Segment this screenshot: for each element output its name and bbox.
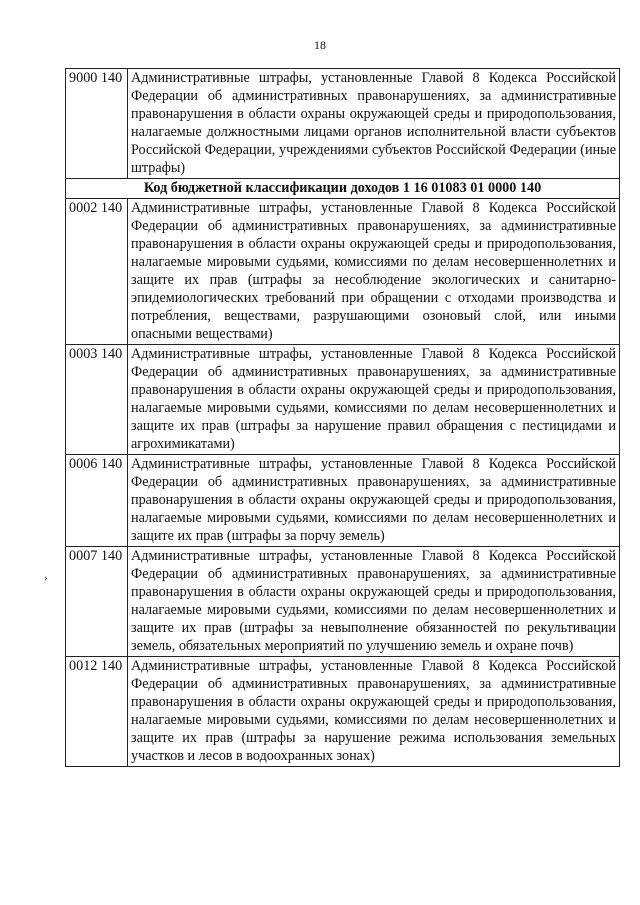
- row-code: 9000 140: [66, 69, 128, 179]
- row-description: Административные штрафы, установленные Главой 8 Кодекса Российской Федерации об административных правонарушениях, за административные правонарушения в области охраны окружающей среды и природопользования, налагаемые мировыми судьями, комиссиями по делам несовершеннолетних и защите их прав (штрафы за нарушение правил обращения с пестицидами и агрохимикатами): [128, 345, 620, 455]
- row-description: Административные штрафы, установленные Главой 8 Кодекса Российской Федерации об административных правонарушениях, за административные правонарушения в области охраны окружающей среды и природопользования, налагаемые мировыми судьями, комиссиями по делам несовершеннолетних и защите их прав (штрафы за нарушение режима использования земельных участков и лесов в водоохранных зонах): [128, 657, 620, 767]
- table-row: [66, 199, 620, 345]
- table-row: [66, 657, 620, 767]
- row-code: 0006 140: [66, 455, 128, 547]
- row-code: 0003 140: [66, 345, 128, 455]
- row-description: Административные штрафы, установленные Главой 8 Кодекса Российской Федерации об административных правонарушениях, за административные правонарушения в области охраны окружающей среды и природопользования, налагаемые должностными лицами органов исполнительной власти субъектов Российской Федерации, учреждениями субъектов Российской Федерации (иные штрафы): [128, 69, 620, 179]
- section-heading: Код бюджетной классификации доходов 1 16 01083 01 0000 140: [66, 179, 620, 199]
- row-description: Административные штрафы, установленные Главой 8 Кодекса Российской Федерации об административных правонарушениях, за административные правонарушения в области охраны окружающей среды и природопользования, налагаемые мировыми судьями, комиссиями по делам несовершеннолетних и защите их прав (штрафы за несоблюдение экологических и санитарно-эпидемиологических требований при обращении с отходами производства и потребления, веществами, разрушающими озоновый слой, или иными опасными веществами): [128, 199, 620, 345]
- row-code: 0012 140: [66, 657, 128, 767]
- row-description: Административные штрафы, установленные Главой 8 Кодекса Российской Федерации об административных правонарушениях, за административные правонарушения в области охраны окружающей среды и природопользования, налагаемые мировыми судьями, комиссиями по делам несовершеннолетних и защите их прав (штрафы за невыполнение обязанностей по рекультивации земель, обязательных мероприятий по улучшению земель и охране почв): [128, 547, 620, 657]
- section-heading-row: [66, 179, 620, 199]
- budget-code-table: [65, 68, 620, 767]
- table-row: [66, 69, 620, 179]
- row-code: 0007 140: [66, 547, 128, 657]
- row-description: Административные штрафы, установленные Главой 8 Кодекса Российской Федерации об административных правонарушениях, за административные правонарушения в области охраны окружающей среды и природопользования, налагаемые мировыми судьями, комиссиями по делам несовершеннолетних и защите их прав (штрафы за порчу земель): [128, 455, 620, 547]
- table-row: [66, 345, 620, 455]
- row-code: 0002 140: [66, 199, 128, 345]
- page-number: 18: [314, 38, 326, 52]
- margin-mark: ›: [44, 572, 48, 584]
- table-row: [66, 455, 620, 547]
- table-row: [66, 547, 620, 657]
